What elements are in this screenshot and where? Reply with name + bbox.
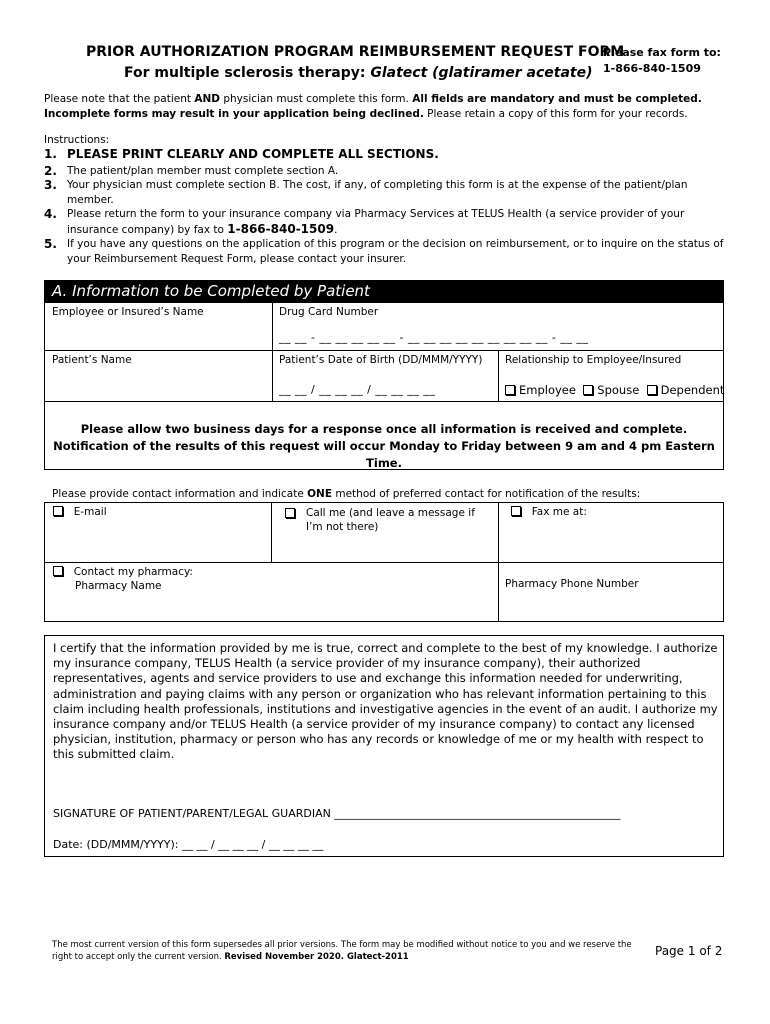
instruction-text: Please return the form to your insurance company via Pharmacy Services at TELUS Health (a service provider of your insurance company) by fax to bbox=[67, 208, 685, 236]
employee-name-field[interactable]: Employee or Insured’s Name bbox=[52, 306, 204, 318]
employee-checkbox[interactable] bbox=[505, 383, 576, 397]
signature-field[interactable] bbox=[53, 807, 620, 820]
drug-card-label: Drug Card Number bbox=[279, 306, 379, 318]
fax-info bbox=[603, 45, 721, 77]
fax-option[interactable] bbox=[511, 506, 587, 518]
instruction-text: The patient/plan member must complete section A. bbox=[67, 164, 339, 177]
date-label: Date: (DD/MMM/YYYY): bbox=[53, 838, 182, 851]
option-label: Spouse bbox=[597, 383, 640, 397]
note-text: Please note that the patient bbox=[44, 93, 195, 105]
pharmacy-phone-field[interactable]: Pharmacy Phone Number bbox=[505, 578, 639, 590]
checkbox-icon bbox=[511, 506, 521, 516]
checkbox-icon bbox=[647, 385, 657, 395]
signature-line: ____________________________________________________ bbox=[334, 807, 621, 820]
patient-name-field[interactable]: Patient’s Name bbox=[52, 354, 132, 366]
signature-date-field[interactable] bbox=[53, 838, 323, 851]
email-label: E-mail bbox=[73, 506, 107, 518]
instruction-text: Your physician must complete section B. The cost, if any, of completing this form is at the expense of the patient/plan member. bbox=[67, 179, 688, 206]
dob-field[interactable]: __ __ / __ __ __ / __ __ __ __ bbox=[279, 383, 436, 396]
divider bbox=[44, 562, 724, 563]
checkbox-icon bbox=[583, 385, 593, 395]
pharmacy-contact-label: Contact my pharmacy: bbox=[73, 566, 193, 578]
instruction-item bbox=[44, 164, 724, 179]
contact-intro-one: ONE bbox=[307, 488, 333, 500]
relationship-options bbox=[505, 383, 724, 397]
fax-label: Please fax form to: bbox=[603, 46, 721, 59]
fax-me-label: Fax me at: bbox=[531, 506, 587, 518]
instructions-heading: Instructions: bbox=[44, 134, 110, 146]
email-option[interactable] bbox=[53, 506, 107, 518]
dob-label: Patient’s Date of Birth (DD/MMM/YYYY) bbox=[279, 354, 483, 366]
checkbox-icon bbox=[285, 508, 295, 518]
instruction-number: 2. bbox=[44, 163, 57, 178]
revision-info: Revised November 2020. Glatect-2011 bbox=[224, 952, 409, 962]
call-option[interactable] bbox=[285, 506, 485, 534]
footer-note bbox=[52, 939, 632, 963]
footer-text: The most current version of this form supersedes all prior versions. The form may be modified without notice to you and we reserve the right to accept only the current version. bbox=[52, 940, 632, 962]
instruction-fax-number: 1-866-840-1509 bbox=[227, 221, 335, 236]
subtitle-prefix: For multiple sclerosis therapy: bbox=[124, 65, 371, 81]
instruction-text-end: . bbox=[334, 223, 338, 236]
note-text-2: physician must complete this form. bbox=[219, 93, 413, 105]
instruction-item bbox=[44, 147, 724, 162]
form-title: PRIOR AUTHORIZATION PROGRAM REIMBURSEMENT REQUEST FORM bbox=[86, 44, 625, 60]
instruction-item bbox=[44, 237, 724, 266]
section-a-heading: A. Information to be Completed by Patient bbox=[44, 280, 724, 302]
divider bbox=[272, 302, 273, 401]
divider bbox=[271, 502, 272, 562]
instruction-text: If you have any questions on the application of this program or the decision on reimbursement, or to inquire on the status of your Reimbursement Request Form, please contact your insurer. bbox=[67, 238, 724, 265]
checkbox-icon bbox=[53, 566, 63, 576]
instruction-text: PLEASE PRINT CLEARLY AND COMPLETE ALL SECTIONS. bbox=[67, 147, 439, 161]
contact-intro bbox=[52, 488, 640, 500]
note-text-3: Please retain a copy of this form for your records. bbox=[423, 108, 688, 120]
checkbox-icon bbox=[505, 385, 515, 395]
option-label: Employee bbox=[519, 383, 576, 397]
instructions-list bbox=[44, 147, 724, 266]
pharmacy-option[interactable] bbox=[53, 565, 193, 593]
divider bbox=[498, 350, 499, 401]
notice-line-1: Please allow two business days for a response once all information is received and complete. bbox=[80, 422, 688, 436]
instruction-item bbox=[44, 178, 724, 207]
checkbox-icon bbox=[53, 506, 63, 516]
relationship-label: Relationship to Employee/Insured bbox=[505, 354, 682, 366]
certification-text: I certify that the information provided by me is true, correct and complete to the best of my knowledge. I authorize my insurance company, TELUS Health (a service provider of my insurance company), their authorized representatives, agents and service providers to use and exchange this information needed for underwriting, administration and paying claims with any person or organization who has relevant information pertaining to this claim including health professionals, institutions and investigative agencies in the event of an audit. I authorize my insurance company and/or TELUS Health (a service provider of my insurance company) to contact any licensed physician, institution, pharmacy or person who has any records or knowledge of me or my health with respect to this submitted claim. bbox=[53, 641, 718, 762]
notice bbox=[44, 421, 724, 472]
divider bbox=[44, 350, 724, 351]
notice-line-2: Notification of the results of this request will occur Monday to Friday between 9 am and 4 pm Eastern Time. bbox=[53, 439, 715, 470]
signature-label: SIGNATURE OF PATIENT/PARENT/LEGAL GUARDIAN bbox=[53, 807, 335, 820]
page-number: Page 1 of 2 bbox=[655, 944, 723, 958]
instruction-item bbox=[44, 207, 724, 237]
divider bbox=[44, 401, 724, 402]
instruction-number: 4. bbox=[44, 207, 57, 221]
instruction-number: 3. bbox=[44, 178, 57, 192]
date-blank: __ __ / __ __ __ / __ __ __ __ bbox=[181, 838, 324, 851]
contact-intro-text: Please provide contact information and indicate bbox=[52, 488, 308, 500]
pharmacy-name-label: Pharmacy Name bbox=[75, 580, 162, 592]
note-and: AND bbox=[194, 93, 220, 105]
call-label: Call me (and leave a message if I’m not there) bbox=[306, 507, 475, 533]
spouse-checkbox[interactable] bbox=[583, 383, 639, 397]
note-mandatory: All fields are mandatory and must be completed. Incomplete forms may result in your application being declined. bbox=[44, 93, 702, 120]
drug-card-number-field[interactable]: __ __ - __ __ __ __ __ - __ __ __ __ __ __ __ __ __ - __ __ bbox=[279, 331, 589, 344]
instruction-number: 1. bbox=[44, 147, 57, 161]
contact-intro-text-2: method of preferred contact for notification of the results: bbox=[332, 488, 641, 500]
form-subtitle bbox=[124, 65, 592, 81]
dependent-checkbox[interactable] bbox=[647, 383, 725, 397]
instruction-number: 5. bbox=[44, 237, 57, 251]
drug-name: Glatect (glatiramer acetate) bbox=[370, 65, 593, 81]
fax-number: 1-866-840-1509 bbox=[603, 62, 701, 75]
intro-note bbox=[44, 92, 734, 122]
option-label: Dependent bbox=[660, 383, 725, 397]
divider bbox=[498, 502, 499, 622]
